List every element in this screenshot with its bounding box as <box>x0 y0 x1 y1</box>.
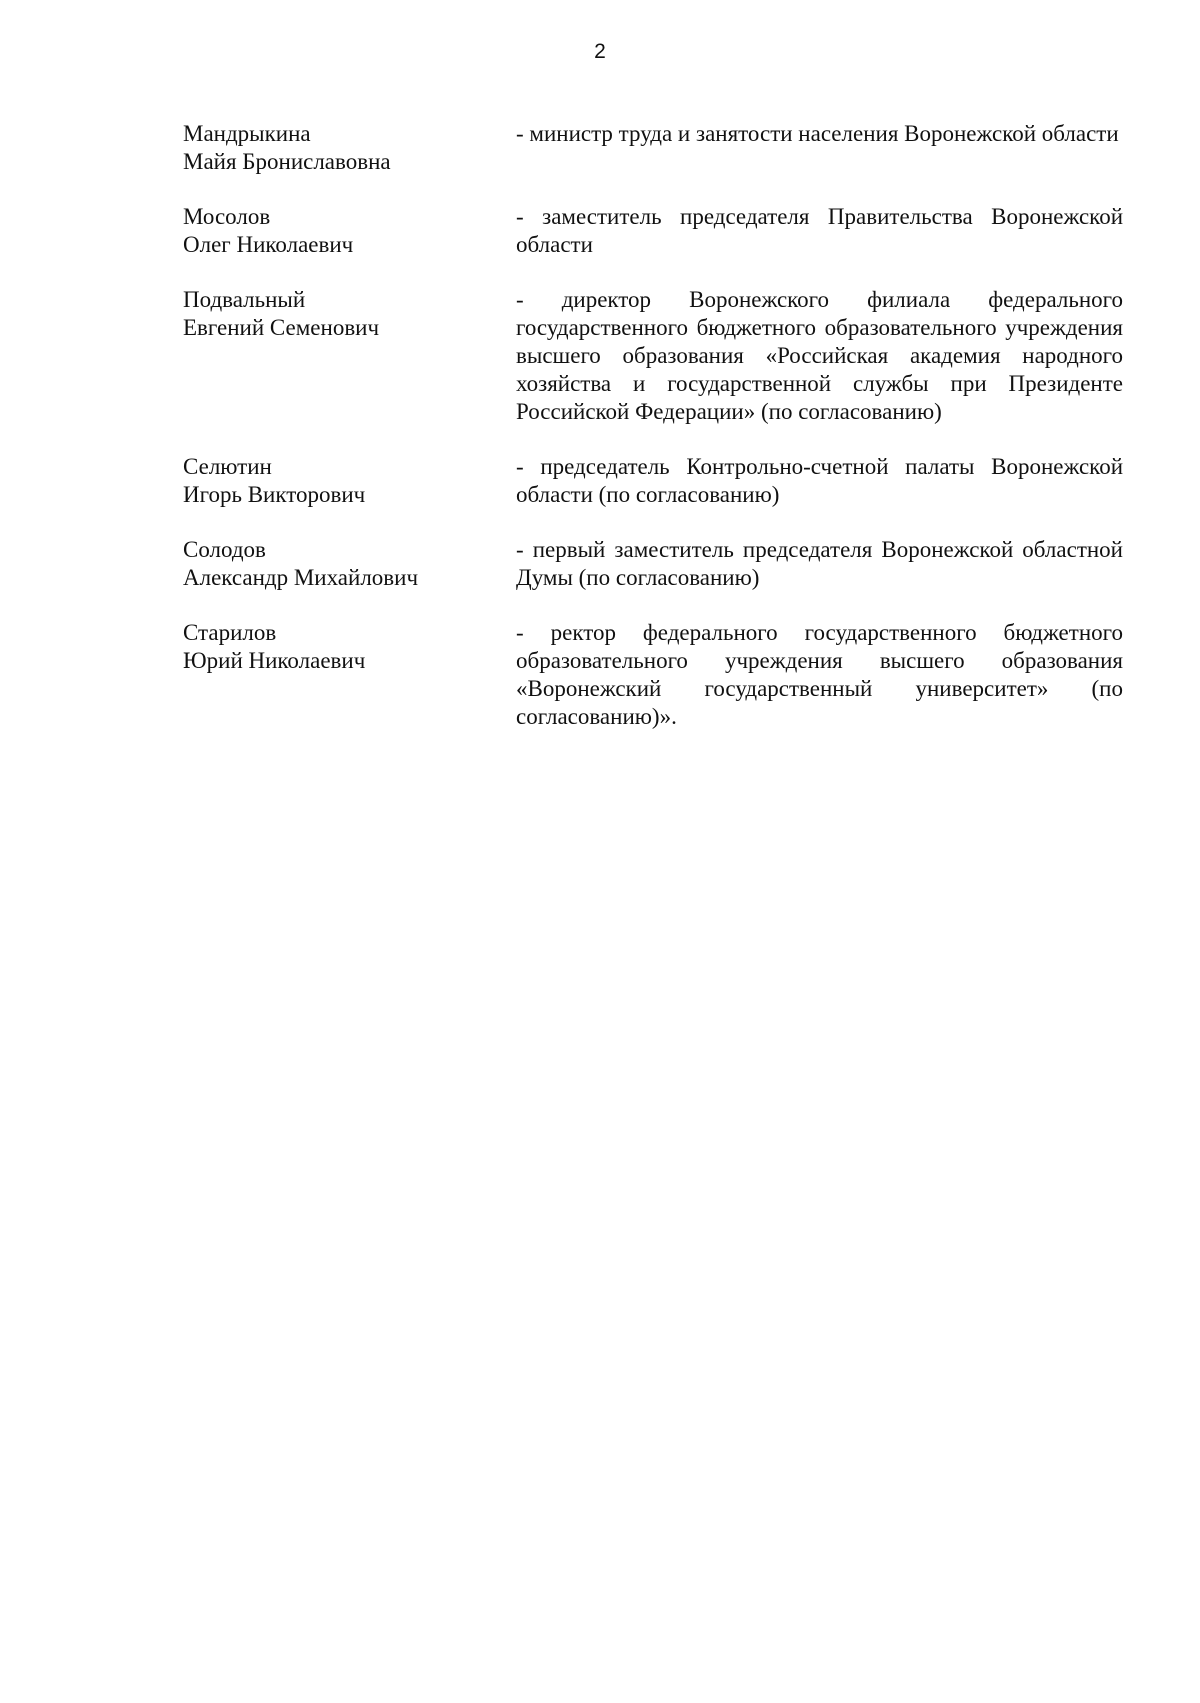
surname: Мандрыкина <box>183 121 311 146</box>
surname: Солодов <box>183 537 266 562</box>
person-name <box>183 453 516 509</box>
member-list <box>183 120 1123 758</box>
surname: Старилов <box>183 620 277 645</box>
position-description: - председатель Контрольно-счетной палаты Воронежской области (по согласованию) <box>516 454 1123 507</box>
position-description: - министр труда и занятости населения Воронежской области <box>516 121 1119 146</box>
position-description: - ректор федерального государственного бюджетного образовательного учреждения высшего образования «Воронежский государственный университет» (по согласованию)». <box>516 620 1123 729</box>
list-item <box>183 536 1123 592</box>
position-description: - заместитель председателя Правительства Воронежской области <box>516 204 1123 257</box>
person-name <box>183 536 516 592</box>
list-item <box>183 203 1123 259</box>
surname: Мосолов <box>183 204 271 229</box>
person-name <box>183 619 516 731</box>
list-item <box>183 619 1123 731</box>
given-names: Евгений Семенович <box>183 315 380 340</box>
given-names: Игорь Викторович <box>183 482 366 507</box>
given-names: Майя Брониславовна <box>183 149 391 174</box>
list-item <box>183 120 1123 176</box>
surname: Подвальный <box>183 287 306 312</box>
given-names: Юрий Николаевич <box>183 648 366 673</box>
list-item <box>183 286 1123 426</box>
position-description: - директор Воронежского филиала федерального государственного бюджетного образовательного учреждения высшего образования «Российская академия народного хозяйства и государственной службы при Президенте Российской Федерации» (по согласованию) <box>516 287 1123 424</box>
person-name <box>183 286 516 426</box>
list-item <box>183 453 1123 509</box>
page-number: 2 <box>594 40 606 63</box>
given-names: Олег Николаевич <box>183 232 354 257</box>
person-name <box>183 120 516 176</box>
position-description: - первый заместитель председателя Воронежской областной Думы (по согласованию) <box>516 537 1123 590</box>
surname: Селютин <box>183 454 272 479</box>
given-names: Александр Михайлович <box>183 565 419 590</box>
person-name <box>183 203 516 259</box>
